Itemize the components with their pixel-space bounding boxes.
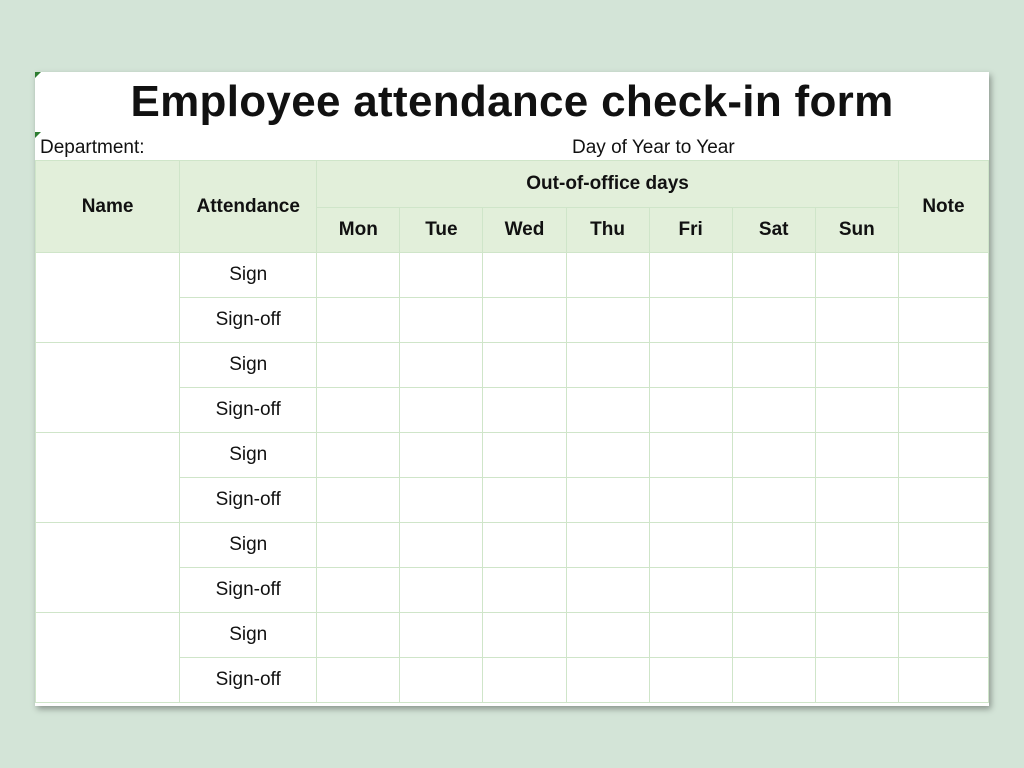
day-cell[interactable] (815, 613, 898, 658)
day-cell[interactable] (815, 523, 898, 568)
day-cell[interactable] (649, 613, 732, 658)
day-cell[interactable] (400, 388, 483, 433)
attendance-table (35, 160, 989, 703)
attendance-cell[interactable]: Sign-off (180, 568, 317, 613)
day-cell[interactable] (317, 568, 400, 613)
form-title[interactable]: Employee attendance check-in form (130, 77, 894, 126)
day-cell[interactable] (815, 388, 898, 433)
note-cell[interactable] (898, 343, 988, 388)
note-cell[interactable] (898, 298, 988, 343)
day-cell[interactable] (732, 298, 815, 343)
header-day-mon[interactable]: Mon (317, 208, 400, 253)
day-cell[interactable] (815, 658, 898, 703)
employee-name-cell[interactable] (36, 433, 180, 523)
header-day-thu[interactable]: Thu (566, 208, 649, 253)
day-cell[interactable] (317, 253, 400, 298)
department-label[interactable]: Department: (40, 137, 145, 158)
header-day-wed[interactable]: Wed (483, 208, 566, 253)
day-cell[interactable] (483, 298, 566, 343)
header-day-fri[interactable]: Fri (649, 208, 732, 253)
day-cell[interactable] (815, 568, 898, 613)
day-cell[interactable] (483, 388, 566, 433)
day-cell[interactable] (317, 523, 400, 568)
day-cell[interactable] (317, 478, 400, 523)
day-cell[interactable] (566, 523, 649, 568)
note-cell[interactable] (898, 253, 988, 298)
table-row (36, 433, 989, 478)
attendance-cell[interactable]: Sign (180, 613, 317, 658)
employee-name-cell[interactable] (36, 523, 180, 613)
day-cell[interactable] (649, 658, 732, 703)
day-cell[interactable] (732, 433, 815, 478)
day-cell[interactable] (649, 253, 732, 298)
day-cell[interactable] (566, 433, 649, 478)
day-cell[interactable] (317, 613, 400, 658)
day-cell[interactable] (815, 343, 898, 388)
day-cell[interactable] (400, 568, 483, 613)
table-row (36, 613, 989, 658)
note-cell[interactable] (898, 478, 988, 523)
day-cell[interactable] (483, 568, 566, 613)
day-cell[interactable] (732, 478, 815, 523)
day-cell[interactable] (732, 388, 815, 433)
note-cell[interactable] (898, 388, 988, 433)
day-cell[interactable] (566, 253, 649, 298)
day-cell[interactable] (566, 298, 649, 343)
header-attendance[interactable]: Attendance (180, 161, 317, 253)
attendance-cell[interactable]: Sign-off (180, 298, 317, 343)
day-cell[interactable] (649, 523, 732, 568)
day-cell[interactable] (732, 343, 815, 388)
day-cell[interactable] (566, 568, 649, 613)
day-cell[interactable] (483, 658, 566, 703)
day-cell[interactable] (732, 568, 815, 613)
day-cell[interactable] (566, 388, 649, 433)
day-cell[interactable] (400, 433, 483, 478)
note-cell[interactable] (898, 523, 988, 568)
day-cell[interactable] (317, 658, 400, 703)
day-cell[interactable] (483, 478, 566, 523)
table-row (36, 523, 989, 568)
day-cell[interactable] (400, 343, 483, 388)
attendance-cell[interactable]: Sign-off (180, 658, 317, 703)
header-out-of-office-days[interactable]: Out-of-office days (317, 161, 899, 208)
day-cell[interactable] (566, 613, 649, 658)
day-cell[interactable] (566, 658, 649, 703)
day-cell[interactable] (400, 253, 483, 298)
day-cell[interactable] (400, 523, 483, 568)
header-day-tue[interactable]: Tue (400, 208, 483, 253)
day-cell[interactable] (400, 613, 483, 658)
day-cell[interactable] (317, 298, 400, 343)
attendance-cell[interactable]: Sign-off (180, 478, 317, 523)
day-cell[interactable] (649, 343, 732, 388)
employee-name-cell[interactable] (36, 613, 180, 703)
day-cell[interactable] (732, 658, 815, 703)
day-cell[interactable] (400, 478, 483, 523)
day-cell[interactable] (732, 523, 815, 568)
attendance-cell[interactable]: Sign (180, 253, 317, 298)
attendance-cell[interactable]: Sign (180, 523, 317, 568)
day-cell[interactable] (649, 568, 732, 613)
day-cell[interactable] (317, 343, 400, 388)
note-cell[interactable] (898, 433, 988, 478)
header-name[interactable]: Name (36, 161, 180, 253)
day-cell[interactable] (566, 478, 649, 523)
day-cell[interactable] (815, 298, 898, 343)
attendance-rows (36, 253, 989, 703)
table-row (36, 343, 989, 388)
day-cell[interactable] (483, 613, 566, 658)
header-note[interactable]: Note (898, 161, 988, 253)
day-cell[interactable] (649, 478, 732, 523)
table-row (36, 253, 989, 298)
note-cell[interactable] (898, 658, 988, 703)
day-cell[interactable] (732, 253, 815, 298)
period-label[interactable]: Day of Year to Year (572, 137, 735, 158)
day-cell[interactable] (815, 433, 898, 478)
day-cell[interactable] (483, 433, 566, 478)
day-cell[interactable] (815, 478, 898, 523)
employee-name-cell[interactable] (36, 253, 180, 343)
note-cell[interactable] (898, 613, 988, 658)
day-cell[interactable] (815, 253, 898, 298)
day-cell[interactable] (400, 298, 483, 343)
header-day-sun[interactable]: Sun (815, 208, 898, 253)
attendance-cell[interactable]: Sign (180, 433, 317, 478)
header-day-sat[interactable]: Sat (732, 208, 815, 253)
day-cell[interactable] (400, 658, 483, 703)
employee-name-cell[interactable] (36, 343, 180, 433)
day-cell[interactable] (649, 388, 732, 433)
day-cell[interactable] (732, 613, 815, 658)
day-cell[interactable] (649, 433, 732, 478)
day-cell[interactable] (483, 343, 566, 388)
day-cell[interactable] (317, 433, 400, 478)
spreadsheet-sheet (35, 72, 989, 706)
day-cell[interactable] (483, 253, 566, 298)
note-cell[interactable] (898, 568, 988, 613)
attendance-cell[interactable]: Sign-off (180, 388, 317, 433)
attendance-cell[interactable]: Sign (180, 343, 317, 388)
day-cell[interactable] (649, 298, 732, 343)
day-cell[interactable] (317, 388, 400, 433)
day-cell[interactable] (566, 343, 649, 388)
day-cell[interactable] (483, 523, 566, 568)
